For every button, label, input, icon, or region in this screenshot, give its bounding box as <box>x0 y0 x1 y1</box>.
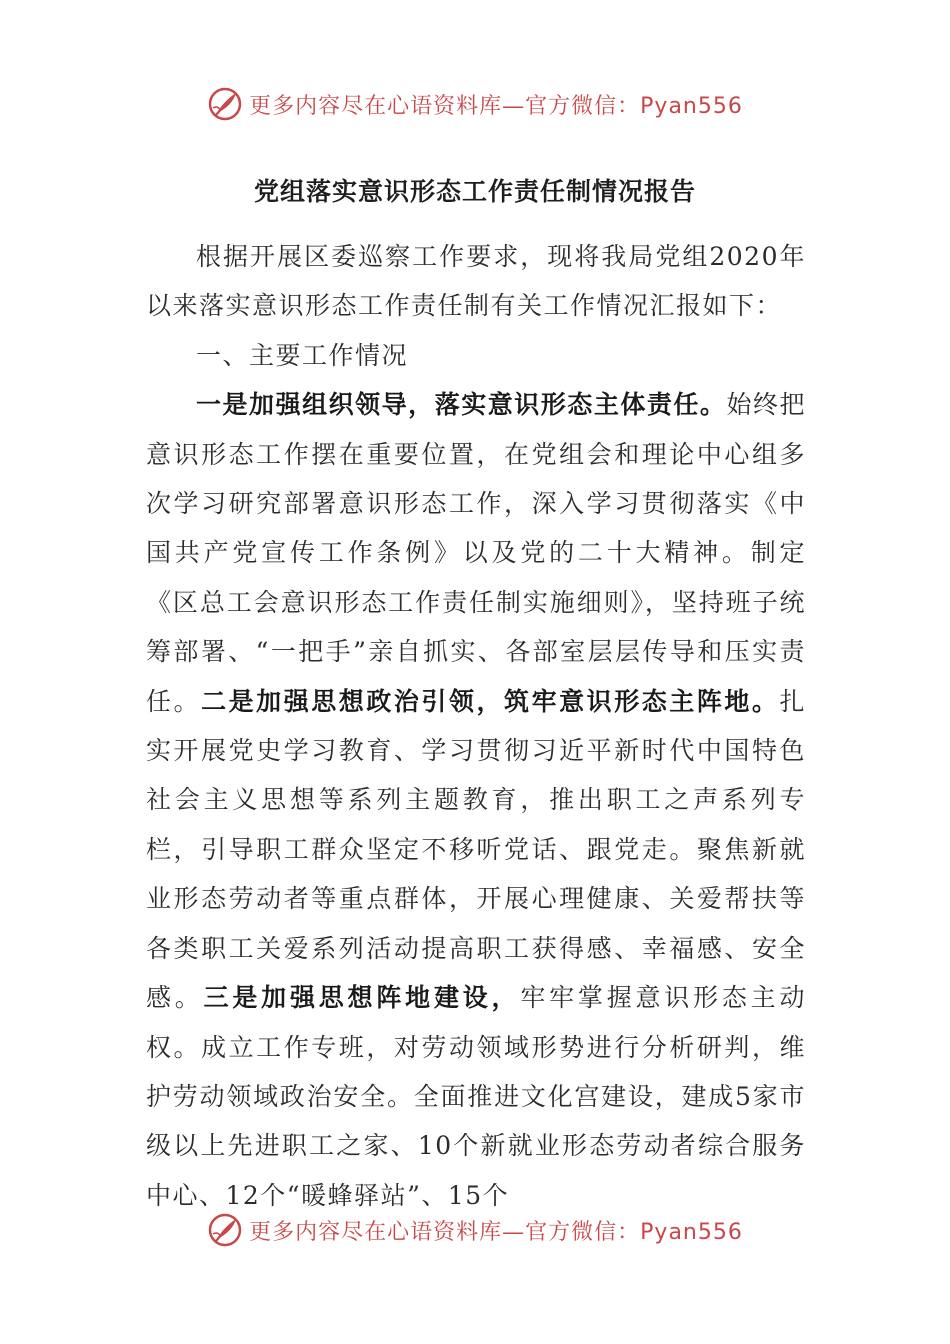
banner-label: 更多内容尽在心语资料库—官方微信： <box>249 93 641 119</box>
quill-logo-icon <box>207 86 243 122</box>
banner-wechat-id: Pyan556 <box>640 93 743 119</box>
point2-lead: 二是加强思想政治引领，筑牢意识形态主阵地。 <box>201 686 780 716</box>
document-title: 党组落实意识形态工作责任制情况报告 <box>253 177 696 206</box>
intro-paragraph: 根据开展区委巡察工作要求，现将我局党组2020年以来落实意识形态工作责任制有关工作情况汇报如下： <box>146 242 806 321</box>
point1-text: 始终把意识形态工作摆在重要位置，在党组会和理论中心组多次学习研究部署意识形态工作，深入学习贯彻落实《中国共产党宣传工作条例》以及党的二十大精神。制定《区总工会意识形态工作责任制实施细则》，坚持班子统筹部署、“一把手”亲自抓实、各部室层层传导和压实责任。 <box>146 390 806 716</box>
section-heading: 一、主要工作情况 <box>196 340 409 370</box>
banner-text <box>249 89 743 120</box>
banner-text <box>249 1215 743 1246</box>
point3-text: 牢牢掌握意识形态主动权。成立工作专班，对劳动领域形势进行分析研判，维护劳动领域政治安全。全面推进文化宫建设，建成5家市级以上先进职工之家、10个新就业形态劳动者综合服务中心、12个“暖蜂驿站”、15个 <box>146 983 806 1210</box>
main-paragraph <box>146 380 806 1220</box>
point3-lead: 三是加强思想阵地建设， <box>203 983 521 1013</box>
document-body <box>146 232 806 1220</box>
quill-logo-icon <box>207 1212 243 1248</box>
footer-banner <box>0 1208 950 1252</box>
banner-label: 更多内容尽在心语资料库—官方微信： <box>249 1219 641 1245</box>
point2-text: 扎实开展党史学习教育、学习贯彻习近平新时代中国特色社会主义思想等系列主题教育，推出职工之声系列专栏，引导职工群众坚定不移听党话、跟党走。聚焦新就业形态劳动者等重点群体，开展心理健康、关爱帮扶等各类职工关爱系列活动提高职工获得感、幸福感、安全感。 <box>146 686 806 1013</box>
point1-lead: 一是加强组织领导，落实意识形态主体责任。 <box>196 390 727 420</box>
banner-wechat-id: Pyan556 <box>640 1219 743 1245</box>
header-banner <box>0 82 950 126</box>
